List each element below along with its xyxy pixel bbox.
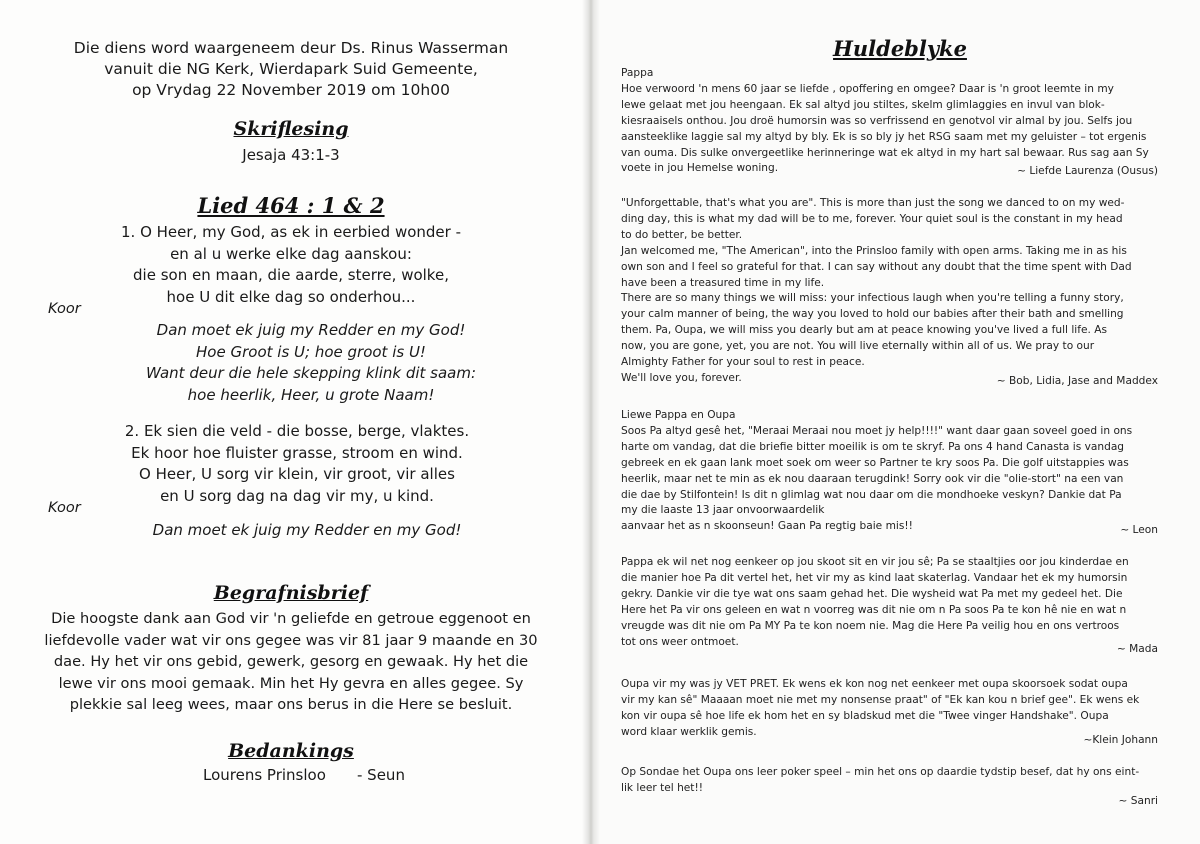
lyric-line: Dan moet ek juig my Redder en my God! bbox=[156, 321, 466, 339]
burial-line: Die hoogste dank aan God vir 'n geliefde en getroue eggenoot en bbox=[51, 610, 531, 627]
burial-text bbox=[0, 608, 582, 716]
thanks-relation: - Seun bbox=[357, 766, 405, 784]
tribute-line: now, you are gone, yet, you are not. You will live eternally within all of us. We pray to our bbox=[621, 340, 1095, 353]
tribute-signature: ~ Bob, Lidia, Jase and Maddex bbox=[996, 375, 1158, 387]
right-page bbox=[600, 0, 1200, 844]
tribute-line: die dae by Stilfontein! Is dit n glimlag wat nou daar om die mondhoeke veskyn? Dankie dat Pa bbox=[621, 488, 1122, 501]
tribute-line: kiesraaisels onthou. Jou droë humorsin was so verfrissend en genotvol vir almal by jou. Selfs jou bbox=[621, 114, 1133, 127]
lyric-line: Hoe Groot is U; hoe groot is U! bbox=[196, 342, 426, 361]
tribute-line: my die laaste 13 jaar onvoorwaardelik bbox=[621, 504, 825, 517]
burial-line: plekkie sal leeg wees, maar ons berus in die Here se besluit. bbox=[69, 696, 513, 713]
tribute-signature: ~Klein Johann bbox=[1083, 734, 1158, 746]
thanks-heading: Bedankings bbox=[228, 740, 354, 762]
tribute-line: lik leer tel het!! bbox=[621, 781, 703, 794]
tribute-line: Soos Pa altyd gesê het, "Meraai Meraai nou moet jy help!!!!" want daar gaan soveel goed in ons bbox=[621, 424, 1133, 437]
tribute-line: "Unforgettable, that's what you are". This is more than just the song we danced to on my wed- bbox=[621, 197, 1125, 209]
burial-heading: Begrafnisbrief bbox=[213, 582, 369, 604]
tribute-line: gekry. Dankie vir die tye wat ons saam gehad het. Die wysheid wat Pa met my gedeel het. Die bbox=[621, 587, 1123, 600]
tribute-line: aanvaar het as n skoonseun! Gaan Pa regtig baie mis!! bbox=[621, 520, 913, 533]
tribute-line: We'll love you, forever. bbox=[621, 371, 742, 384]
tribute-line: word klaar werklik gemis. bbox=[621, 725, 757, 738]
lyric-line: en U sorg dag na dag vir my, u kind. bbox=[160, 486, 434, 505]
hymn-chorus bbox=[20, 320, 582, 406]
tribute-5 bbox=[621, 677, 1153, 741]
tribute-line: Here het Pa vir ons geleen en wat n voorreg was dit nie om n Pa soos Pa te kon hê nie en wat n bbox=[621, 603, 1127, 616]
tributes-heading: Huldeblyke bbox=[833, 36, 967, 61]
burial-line: liefdevolle vader wat vir ons gegee was vir 81 jaar 9 maande en 30 bbox=[44, 631, 538, 649]
tribute-1 bbox=[621, 66, 1153, 177]
intro-line: vanuit die NG Kerk, Wierdapark Suid Gemeente, bbox=[104, 60, 478, 78]
tribute-line: Op Sondae het Oupa ons leer poker speel – min het ons op daardie tydstip besef, dat hy ons eint- bbox=[621, 766, 1140, 778]
tribute-line: Hoe verwoord 'n mens 60 jaar se liefde , opoffering en omgee? Daar is 'n groot leemte in my bbox=[621, 82, 1114, 95]
tribute-2 bbox=[621, 196, 1153, 387]
tribute-line: heerlik, maar net te min as ek nou daaraan terugdink! Sorry ook vir die "olie-stort" na een van bbox=[621, 472, 1124, 485]
tribute-line: van ouma. Dis sulke onvergeetlike herinneringe wat ek altyd in my hart sal bewaar. Rus sag aan Sy bbox=[621, 146, 1149, 159]
tribute-line: There are so many things we will miss: your infectious laugh when you're telling a funny story, bbox=[621, 292, 1124, 305]
thanks-name: Lourens Prinsloo bbox=[203, 766, 326, 784]
tribute-line: Oupa vir my was jy VET PRET. Ek wens ek kon nog net eenkeer met oupa skoorsoek sodat oupa bbox=[621, 678, 1128, 690]
lyric-line: die son en maan, die aarde, sterre, wolke, bbox=[133, 266, 449, 284]
left-page bbox=[0, 0, 582, 844]
lyric-line: Want deur die hele skepping klink dit saam: bbox=[145, 364, 477, 382]
hymn-chorus-short: Dan moet ek juig my Redder en my God! bbox=[152, 521, 462, 539]
tribute-line: die manier hoe Pa dit vertel het, het vir my as kind laat skaterlag. Vandaar het ek my humorsin bbox=[621, 571, 1128, 584]
tribute-signature: ~ Sanri bbox=[1118, 795, 1158, 807]
hymn-heading: Lied 464 : 1 & 2 bbox=[197, 193, 385, 218]
service-intro bbox=[0, 38, 582, 101]
hymn-verse-1 bbox=[0, 222, 582, 308]
tribute-line: own son and I feel so grateful for that. I can say without any doubt that the time spent with Dad bbox=[621, 260, 1132, 273]
chorus-label-2: Koor bbox=[48, 500, 81, 516]
tribute-line: gebreek en ek gaan lank moet soek om weer so Partner te kry soos Pa. Die golf uitstappies was bbox=[621, 456, 1129, 469]
tribute-line: them. Pa, Oupa, we will miss you dearly but am at peace knowing you've lived a full life. As bbox=[621, 324, 1107, 337]
tribute-line: harte om vandag, dat die briefie bitter moeilik is om te skryf. Pa ons 4 hand Canasta is vandag bbox=[621, 440, 1125, 453]
tribute-line: Liewe Pappa en Oupa bbox=[621, 409, 736, 421]
tribute-line: tot ons weer ontmoet. bbox=[621, 635, 739, 648]
burial-line: lewe vir ons mooi gemaak. Min het Hy gevra en alles gegee. Sy bbox=[58, 674, 524, 692]
tribute-line: kon vir oupa sê hoe life ek hom het en sy bladskud met die "Twee vinger Handshake". Oupa bbox=[621, 709, 1109, 722]
intro-line: op Vrydag 22 November 2019 om 10h00 bbox=[132, 81, 450, 99]
lyric-line: Ek hoor hoe fluister grasse, stroom en wind. bbox=[131, 443, 463, 462]
tribute-signature: ~ Liefde Laurenza (Ousus) bbox=[1017, 165, 1158, 177]
tribute-line: vir my kan sê" Maaaan moet nie met my nonsense praat" of "Ek kan kou n brief gee". Ek wens ek bbox=[621, 693, 1140, 706]
scripture-heading: Skriflesing bbox=[233, 118, 349, 140]
lyric-line: en al u werke elke dag aanskou: bbox=[170, 244, 412, 263]
tribute-signature: ~ Mada bbox=[1116, 643, 1158, 655]
tribute-line: Almighty Father for your soul to rest in peace. bbox=[621, 356, 865, 369]
tribute-line: lewe gelaat met jou heengaan. Ek sal altyd jou stiltes, skelm glimlaggies en invul van blok- bbox=[621, 98, 1105, 111]
tribute-3 bbox=[621, 408, 1153, 535]
tribute-line: Jan welcomed me, "The American", into the Prinsloo family with open arms. Taking me in as his bbox=[621, 244, 1127, 257]
tribute-line: aansteeklike laggie sal my altyd by bly. Ek is so bly jy het RSG saam met my geluister – tot ergenis bbox=[621, 130, 1147, 143]
tribute-line: to do better, be better. bbox=[621, 228, 743, 241]
burial-line: dae. Hy het vir ons gebid, gewerk, gesorg en gewaak. Hy het die bbox=[53, 653, 529, 670]
tribute-line: vreugde was dit nie om Pa MY Pa te kon noem nie. Mag die Here Pa veilig hou en ons vertroos bbox=[621, 619, 1120, 632]
hymn-verse-2 bbox=[6, 421, 582, 507]
intro-line: Die diens word waargeneem deur Ds. Rinus Wasserman bbox=[73, 39, 509, 57]
lyric-line: 1. O Heer, my God, as ek in eerbied wonder - bbox=[121, 223, 461, 241]
tribute-4 bbox=[621, 555, 1153, 650]
lyric-line: hoe U dit elke dag so onderhou... bbox=[166, 287, 416, 306]
tribute-line: have been a treasured time in my life. bbox=[621, 276, 825, 289]
chorus-label: Koor bbox=[48, 301, 81, 317]
tribute-line: Pappa bbox=[621, 67, 654, 79]
lyric-line: O Heer, U sorg vir klein, vir groot, vir alles bbox=[139, 465, 455, 483]
tribute-signature: ~ Leon bbox=[1120, 524, 1158, 536]
tribute-line: Pappa ek wil net nog eenkeer op jou skoot sit en vir jou sê; Pa se staaltjies oor jou kinderdae en bbox=[621, 556, 1129, 568]
book-spine bbox=[582, 0, 600, 844]
lyric-line: 2. Ek sien die veld - die bosse, berge, vlaktes. bbox=[124, 422, 470, 440]
tribute-6 bbox=[621, 765, 1153, 797]
scripture-reference: Jesaja 43:1-3 bbox=[242, 146, 340, 164]
tribute-line: your calm manner of being, the way you loved to hold our babies after their bath and smelling bbox=[621, 308, 1124, 321]
tribute-line: voete in jou Hemelse woning. bbox=[621, 162, 779, 175]
lyric-line: hoe heerlik, Heer, u grote Naam! bbox=[187, 385, 435, 404]
tribute-line: ding day, this is what my dad will be to me, forever. Your quiet soul is the constant in my head bbox=[621, 212, 1123, 225]
